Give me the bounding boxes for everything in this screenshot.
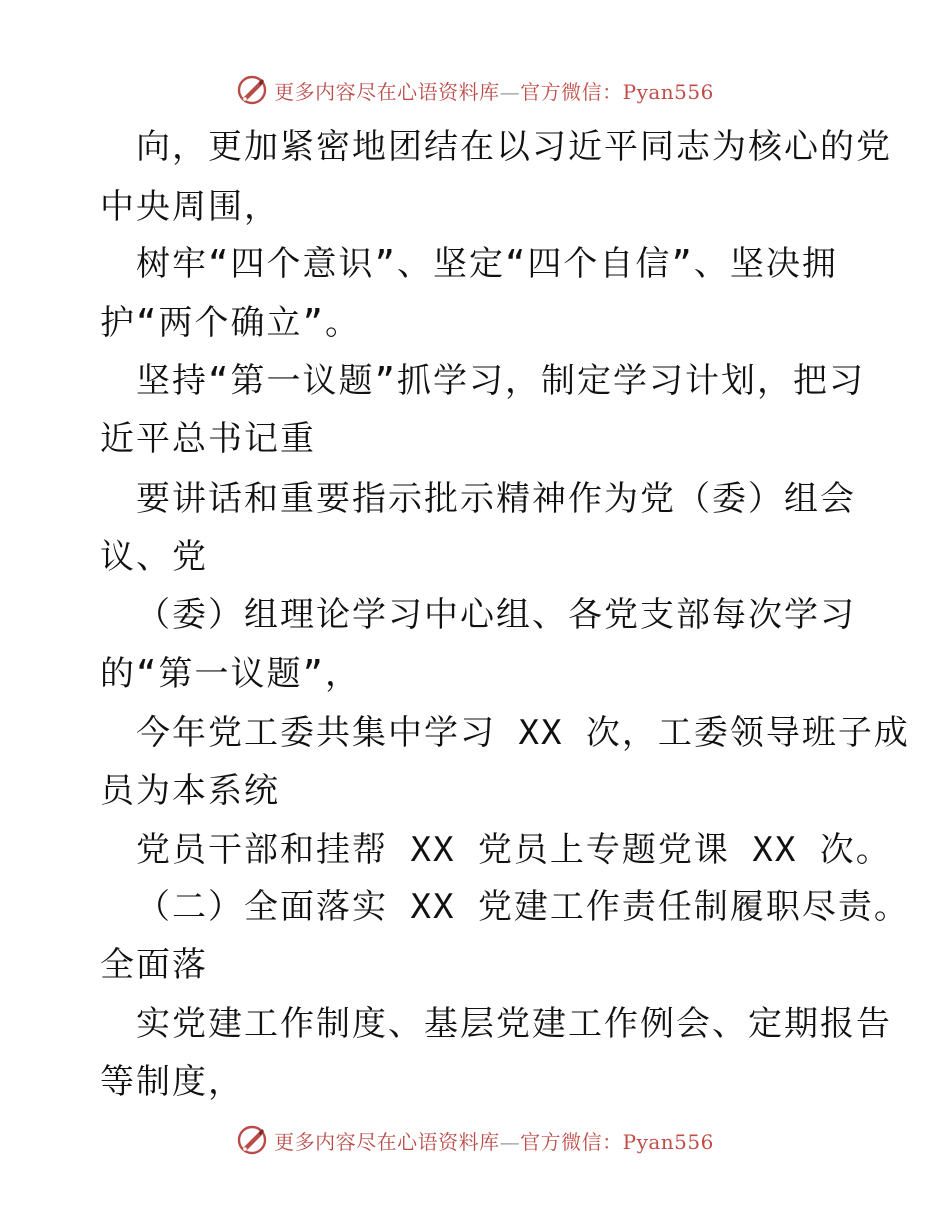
header-brand: 更多内容尽在心语资料库 <box>274 79 500 104</box>
pen-logo-icon <box>236 1124 268 1156</box>
text-line: 全面落 <box>100 945 208 985</box>
header-contact: 官方微信：Pyan556 <box>520 79 714 104</box>
text-line: 近平总书记重 <box>100 419 316 459</box>
text-line: 党员干部和挂帮 XX 党员上专题党课 XX 次。 <box>136 830 892 870</box>
text-line: 的“第一议题”， <box>100 654 361 694</box>
text-line: （委）组理论学习中心组、各党支部每次学习 <box>136 595 856 635</box>
text-line: 护“两个确立”。 <box>100 303 361 343</box>
footer-separator: — <box>499 1129 521 1154</box>
text-line: 今年党工委共集中学习 XX 次，工委领导班子成 <box>136 713 910 753</box>
pen-logo-icon <box>236 74 268 106</box>
text-line: 坚持“第一议题”抓学习，制定学习计划，把习 <box>136 361 865 401</box>
text-line: （二）全面落实 XX 党建工作责任制履职尽责。 <box>136 887 910 927</box>
text-line: 等制度， <box>100 1062 244 1102</box>
header-label <box>274 76 714 105</box>
text-line: 要讲话和重要指示批示精神作为党（委）组会 <box>136 479 856 519</box>
footer-brand: 更多内容尽在心语资料库 <box>274 1129 500 1154</box>
text-line: 实党建工作制度、基层党建工作例会、定期报告 <box>136 1004 892 1044</box>
footer-watermark <box>0 1120 950 1160</box>
text-line: 向，更加紧密地团结在以习近平同志为核心的党 <box>136 127 892 167</box>
footer-label <box>274 1126 714 1155</box>
text-line: 树牢“四个意识”、坚定“四个自信”、坚决拥 <box>136 244 838 284</box>
text-line: 议、党 <box>100 537 208 577</box>
footer-contact: 官方微信：Pyan556 <box>520 1129 714 1154</box>
text-line: 员为本系统 <box>100 771 280 811</box>
header-separator: — <box>499 79 521 104</box>
header-watermark <box>0 70 950 110</box>
text-line: 中央周围， <box>100 187 280 227</box>
